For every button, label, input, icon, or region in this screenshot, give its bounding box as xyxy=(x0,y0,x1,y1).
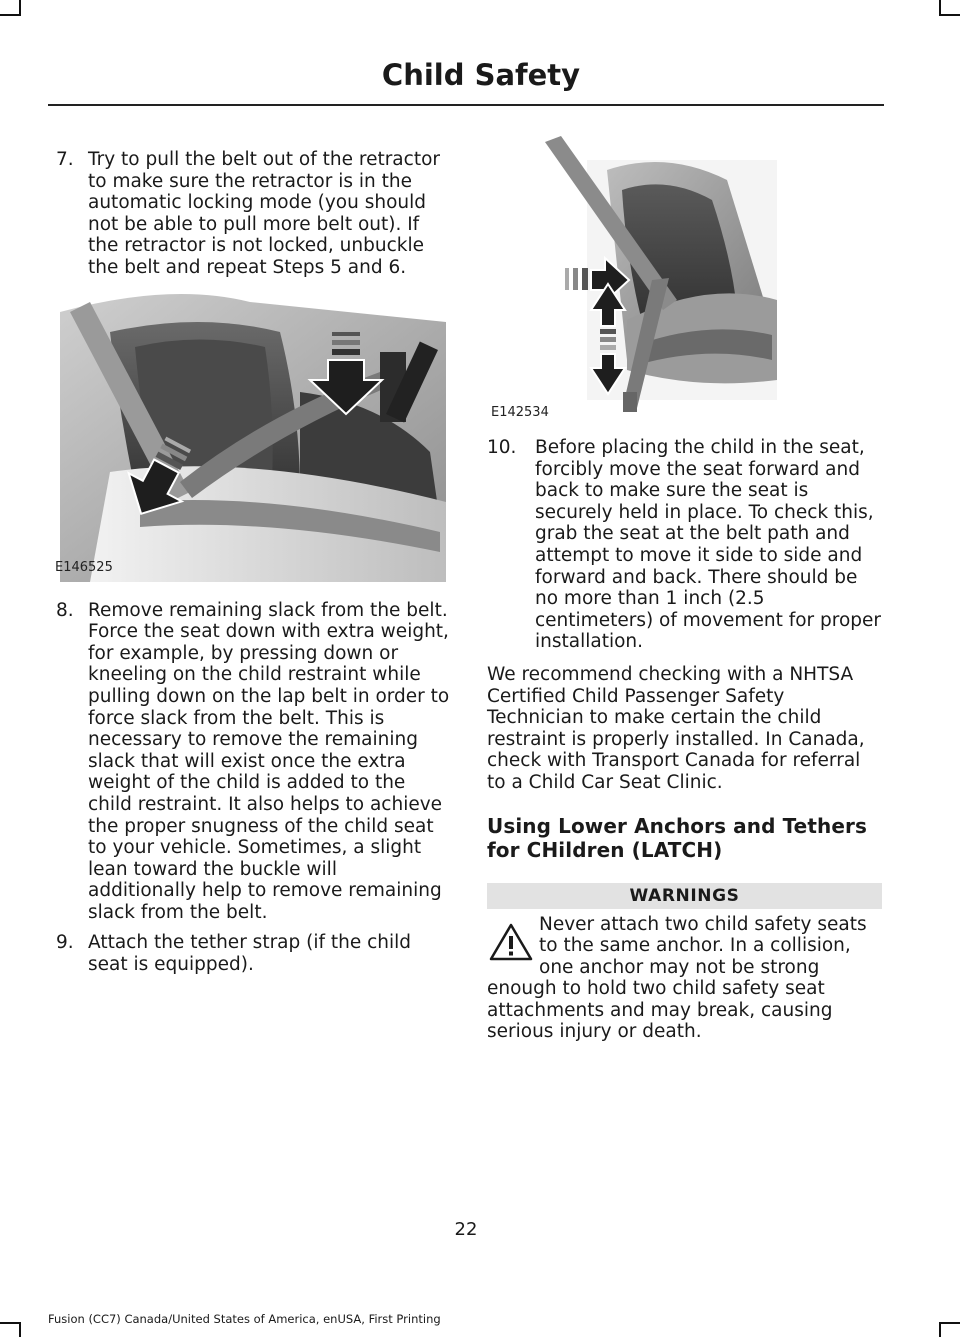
child-seat-illustration xyxy=(487,130,787,422)
step-9 xyxy=(50,932,450,975)
figure-code: E146525 xyxy=(55,559,113,575)
step-number: 8. xyxy=(56,599,74,621)
crop-mark xyxy=(0,1322,20,1324)
header-rule xyxy=(48,104,884,106)
step-10 xyxy=(487,437,882,653)
recommendation-paragraph: We recommend checking with a NHTSA Certified Child Passenger Safety Technician to make certain the child restraint is properly installed. In Canada, check with Transport Canada for referral to a Child Car Seat Clinic. xyxy=(487,663,865,793)
step-7 xyxy=(50,149,450,279)
warning-block xyxy=(487,914,882,1044)
warning-triangle-icon xyxy=(489,922,533,962)
right-column xyxy=(487,130,882,1043)
crop-mark xyxy=(940,14,960,16)
step-text: Attach the tether strap (if the child seat is equipped). xyxy=(88,932,412,976)
figure-seat-belt-slack xyxy=(50,292,446,582)
warning-text: Never attach two child safety seats to the same anchor. In a collision, one anchor may not be strong enough to hold two child safety seat attachments and may break, causing serious injury or death. xyxy=(487,913,867,1043)
step-number: 9. xyxy=(56,932,74,954)
step-number: 10. xyxy=(487,437,517,458)
child-seat-illustration xyxy=(50,292,446,582)
crop-mark xyxy=(939,0,941,16)
step-8 xyxy=(50,600,450,924)
crop-mark xyxy=(939,1322,941,1337)
crop-mark xyxy=(19,1322,21,1337)
figure-code: E142534 xyxy=(491,405,549,420)
step-number: 7. xyxy=(56,149,74,170)
step-text: Try to pull the belt out of the retractor to make sure the retractor is in the automatic locking mode (you should not be able to pull more belt out). If the retractor is not locked, unbuckle the belt and repeat Steps 5 and 6. xyxy=(88,149,440,278)
left-column xyxy=(50,149,450,976)
warnings-bar: WARNINGS xyxy=(487,883,882,909)
page-number: 22 xyxy=(454,1219,478,1240)
section-heading: Using Lower Anchors and Tethers for CHildren (LATCH) xyxy=(487,813,867,862)
page-header xyxy=(0,58,960,92)
page-title: Child Safety xyxy=(381,58,581,92)
crop-mark xyxy=(0,14,20,16)
step-text: Remove remaining slack from the belt. Force the seat down with extra weight, for example, by pressing down or kneeling on the child restraint while pulling down on the lap belt in order to force slack from the belt. This is necessary to remove the remaining slack that will exist once the extra weight of the child is added to the child restraint. It also helps to achieve the proper snugness of the child seat to your vehicle. Sometimes, a slight lean toward the buckle will additionally help to remove remaining slack from the belt. xyxy=(88,599,450,923)
step-text: Before placing the child in the seat, forcibly move the seat forward and back to make sure the seat is securely held in place. To check this, grab the seat at the belt path and attempt to move it side to side and forward and back. There should be no more than 1 inch (2.5 centimeters) of movement for proper installation. xyxy=(535,437,882,653)
page-footer: Fusion (CC7) Canada/United States of America, enUSA, First Printing xyxy=(48,1312,441,1326)
crop-mark xyxy=(19,0,21,16)
figure-seat-movement xyxy=(487,130,787,422)
crop-mark xyxy=(940,1322,960,1324)
